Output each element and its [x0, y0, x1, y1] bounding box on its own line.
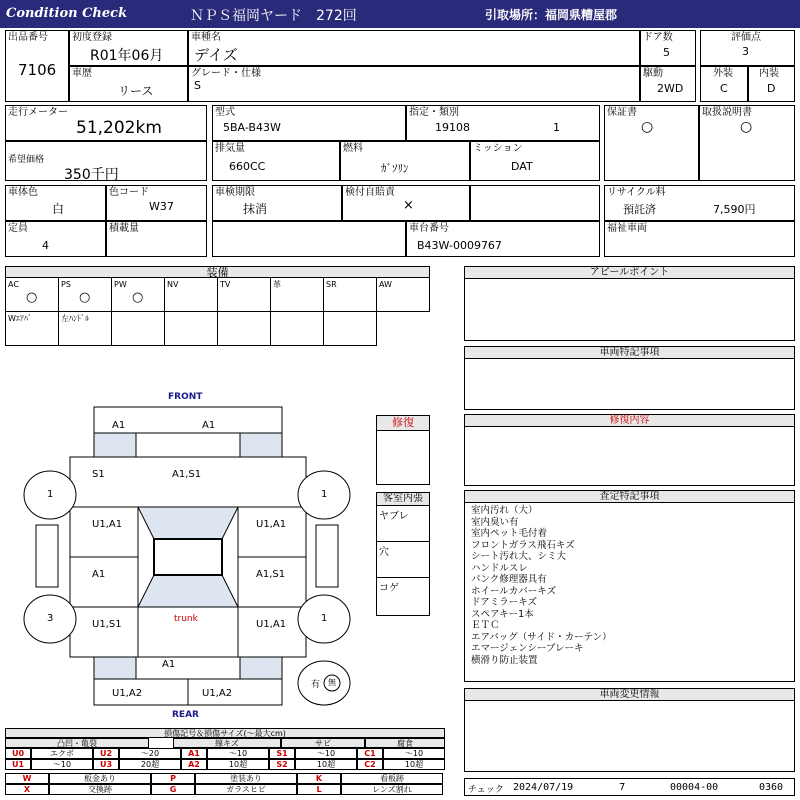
equipment-label: AC	[8, 280, 19, 289]
int-label: 内装	[759, 68, 779, 79]
assessment-item: ドアミラーキズ	[471, 597, 538, 608]
welfare-label: 福祉車両	[607, 223, 647, 234]
chassis-cell	[406, 221, 600, 257]
equipment-cell	[376, 277, 430, 312]
color-code-label: 色コード	[109, 187, 149, 198]
chassis-label: 車台番号	[409, 223, 449, 234]
color-code-value: W37	[149, 200, 174, 213]
score-value: 3	[742, 45, 749, 58]
interior-item-tear: ヤブレ	[377, 506, 429, 542]
mission-cell	[470, 141, 600, 181]
left-quarter-damage: U1,S1	[92, 619, 122, 630]
model-value: 5BA-B43W	[223, 121, 281, 134]
assessment-item: エアバッグ（サイド・カーテン）	[471, 631, 612, 643]
legend-code: G	[151, 784, 195, 795]
change-title: 車両変更情報	[465, 689, 794, 701]
price-label: 希望価格	[8, 155, 45, 165]
spare-tire-label: 有	[311, 680, 321, 690]
right-door-front-damage: U1,A1	[256, 519, 287, 530]
color-cell	[5, 185, 106, 221]
legend-code: L	[297, 784, 341, 795]
price-value: 350千円	[64, 167, 119, 183]
fuel-cell	[340, 141, 470, 181]
insurance-cell	[342, 185, 470, 221]
equipment-label: Wｴｱﾊﾞ	[8, 314, 32, 323]
equipment-label: SR	[326, 280, 337, 289]
capacity-value: 4	[42, 239, 49, 252]
lot-cell	[5, 30, 69, 102]
equipment-cell	[58, 311, 112, 346]
legend-desc: 10超	[383, 759, 445, 770]
inspection-value: 抹消	[243, 202, 268, 216]
check-num: 7	[619, 782, 626, 793]
warranty-cell	[604, 105, 699, 181]
grade-label: グレード・仕様	[191, 68, 261, 79]
int-value: D	[767, 82, 776, 95]
doors-value: 5	[663, 46, 670, 59]
check-label: チェック	[468, 785, 504, 795]
rear-center-damage: A1	[162, 659, 176, 670]
score-cell	[700, 30, 795, 66]
first-reg-cell	[69, 30, 188, 66]
equipment-label: PS	[61, 280, 71, 289]
legend-code: C1	[357, 748, 383, 759]
drive-label: 駆動	[643, 68, 663, 79]
legend-code: K	[297, 773, 341, 784]
rear-right-damage: U1,A2	[202, 688, 233, 699]
interior-box	[376, 492, 430, 616]
legend-desc: ～10	[31, 759, 93, 770]
model-label: 型式	[215, 107, 235, 118]
ext-cell	[700, 66, 748, 102]
assessment-item: シート汚れ大、シミ大	[471, 551, 567, 562]
legend-code: U3	[93, 759, 119, 770]
hood-center-damage: A1,S1	[172, 469, 202, 480]
assessment-item: エマージェンシーブレーキ	[471, 643, 584, 654]
history-label: 車歴	[72, 68, 92, 79]
lot-number: 7106	[18, 61, 57, 79]
assessment-item: 横滑り防止装置	[471, 654, 538, 666]
doors-cell	[640, 30, 696, 66]
load-cell	[106, 221, 207, 257]
car-name-cell	[188, 30, 640, 66]
legend-code: P	[151, 773, 195, 784]
fuel-label: 燃料	[343, 143, 363, 154]
assessment-item: 室内臭い有	[471, 516, 519, 528]
assessment-item: 室内ペット毛付着	[471, 528, 548, 539]
legend-desc: ガラスヒビ	[195, 784, 297, 795]
appeal-panel	[464, 266, 795, 341]
mileage-label: 走行メーター	[8, 107, 68, 118]
mission-value: DAT	[511, 160, 533, 173]
first-reg-value: R01年06月	[90, 48, 164, 64]
mission-label: ミッション	[473, 143, 523, 154]
repair-content-title: 修復内容	[465, 415, 794, 427]
equipment-cell	[217, 311, 271, 346]
fuel-value: ｶﾞｿﾘﾝ	[381, 162, 409, 175]
check-code: 00004-00	[670, 782, 719, 793]
lot-label: 出品番号	[8, 32, 48, 43]
repair-title: 修復	[377, 416, 429, 431]
legend-code: S1	[269, 748, 295, 759]
equipment-cell	[5, 311, 59, 346]
color-label: 車体色	[8, 187, 38, 198]
special-panel	[464, 346, 795, 410]
manual-label: 取扱説明書	[702, 107, 752, 118]
assessment-item: ホイールカバーキズ	[471, 585, 557, 597]
blank-r4-cell	[212, 221, 406, 257]
wheel-rl-damage: 3	[47, 613, 54, 624]
legend-title: 損傷記号＆損傷サイズ(～最大cm)	[5, 728, 445, 738]
category-value: 1	[553, 121, 560, 134]
displacement-cell	[212, 141, 340, 181]
header-pickup: 引取場所：福岡県糟屋郡	[485, 8, 618, 22]
right-door-rear-damage: A1,S1	[256, 569, 286, 580]
manual-cell	[699, 105, 795, 181]
capacity-cell	[5, 221, 106, 257]
color-code-cell	[106, 185, 207, 221]
wheel-fr-damage: 1	[321, 489, 328, 500]
blank-r3-cell	[470, 185, 600, 221]
assessment-title: 査定特記事項	[465, 491, 794, 503]
legend-code: S2	[269, 759, 295, 770]
load-label: 積載量	[109, 223, 139, 234]
interior-item-hole: 穴	[377, 542, 429, 578]
legend-desc: 板金あり	[49, 773, 151, 784]
legend-desc: 10超	[207, 759, 269, 770]
assessment-item: 室内汚れ（大）	[471, 505, 538, 516]
equipment-cell	[164, 277, 218, 312]
wheel-fl-damage: 1	[47, 489, 54, 500]
equipment-cell	[270, 277, 324, 312]
score-label: 評価点	[731, 32, 761, 43]
legend-desc: エクボ	[31, 748, 93, 759]
legend-desc: 看板跡	[341, 773, 443, 784]
hood-left-damage: S1	[92, 469, 105, 480]
footer-bar	[464, 778, 795, 796]
color-value: 白	[52, 202, 65, 216]
assessment-item: スペアキー1本	[471, 608, 534, 620]
assessment-panel	[464, 490, 795, 682]
special-title: 車両特記事項	[465, 347, 794, 359]
legend-code: U0	[5, 748, 31, 759]
price-cell	[5, 141, 207, 181]
assessment-item: ＥＴＣ	[471, 620, 500, 631]
legend-desc: ～10	[207, 748, 269, 759]
car-name-label: 車種名	[191, 32, 221, 43]
header-title: Condition Check	[6, 6, 128, 21]
history-cell	[69, 66, 188, 102]
ext-label: 外装	[713, 68, 733, 79]
trunk-label: trunk	[174, 614, 198, 624]
recycle-label: リサイクル料	[607, 187, 666, 198]
equipment-label: PW	[114, 280, 127, 289]
legend-group-header: 線キズ	[173, 738, 281, 748]
appeal-title: アピールポイント	[465, 267, 794, 279]
repair-content-panel	[464, 414, 795, 486]
front-right-damage: A1	[202, 420, 216, 431]
rear-label: REAR	[172, 710, 199, 720]
equipment-value: ○	[79, 290, 91, 305]
insurance-value: ×	[403, 198, 414, 213]
legend-desc: 10超	[295, 759, 357, 770]
equipment-label: 左ﾊﾝﾄﾞﾙ	[61, 314, 89, 323]
equipment-label: NV	[167, 280, 179, 289]
legend-desc: ～20	[119, 748, 181, 759]
equipment-label: 革	[273, 280, 281, 289]
equipment-cell	[270, 311, 324, 346]
equipment-row-1	[5, 277, 430, 311]
legend-code: C2	[357, 759, 383, 770]
displacement-value: 660CC	[229, 160, 266, 173]
equipment-label: TV	[220, 280, 231, 289]
interior-item-burn: コゲ	[379, 583, 399, 594]
equipment-cell	[323, 277, 377, 312]
left-door-front-damage: U1,A1	[92, 519, 123, 530]
equipment-label: AW	[379, 280, 392, 289]
check-code2: 0360	[759, 782, 784, 793]
warranty-value: ○	[641, 119, 654, 135]
welfare-cell	[604, 221, 795, 257]
legend-code: A1	[181, 748, 207, 759]
warranty-label: 保証書	[607, 107, 637, 118]
legend-code: X	[5, 784, 49, 795]
displacement-label: 排気量	[215, 143, 245, 154]
equipment-cell	[164, 311, 218, 346]
mileage-cell	[5, 105, 207, 141]
equipment-cell	[111, 277, 165, 312]
spare-tire-mark: 無	[328, 678, 336, 687]
doors-label: ドア数	[643, 32, 673, 43]
designation-label: 指定・類別	[409, 107, 459, 118]
assessment-item: フロントガラス飛石キズ	[471, 539, 575, 551]
chassis-value: B43W-0009767	[417, 239, 502, 252]
recycle-fee: 7,590円	[713, 203, 756, 216]
right-quarter-damage: U1,A1	[256, 619, 287, 630]
grade-cell	[188, 66, 640, 102]
equipment-cell	[5, 277, 59, 312]
legend-code: W	[5, 773, 49, 784]
equipment-value: ○	[132, 290, 144, 305]
equipment-cell	[323, 311, 377, 346]
legend-desc: 交換跡	[49, 784, 151, 795]
insurance-label: 検付自賠責	[345, 187, 395, 198]
change-panel	[464, 688, 795, 772]
legend-desc: ～10	[383, 748, 445, 759]
legend-desc: 塗装あり	[195, 773, 297, 784]
inspection-label: 車検期限	[215, 187, 255, 198]
legend-table	[5, 728, 445, 796]
header-bar	[0, 0, 800, 28]
header-center: ＮＰＳ福岡ヤード 272回	[190, 8, 357, 24]
ext-value: C	[720, 82, 728, 95]
manual-value: ○	[740, 119, 753, 135]
mileage-value: 51,202km	[76, 118, 162, 138]
legend-code: A2	[181, 759, 207, 770]
grade-value: S	[194, 79, 201, 92]
legend-group-header: サビ	[281, 738, 365, 748]
recycle-cell	[604, 185, 795, 221]
equipment-title: 装備	[5, 266, 430, 278]
legend-desc: 20超	[119, 759, 181, 770]
check-date: 2024/07/19	[513, 782, 574, 793]
model-cell	[212, 105, 406, 141]
legend-code: U2	[93, 748, 119, 759]
legend-desc: レンズ割れ	[341, 784, 443, 795]
legend-code: U1	[5, 759, 31, 770]
history-value: リース	[118, 84, 154, 98]
assessment-list	[465, 503, 794, 668]
recycle-status: 預託済	[623, 203, 656, 216]
int-cell	[748, 66, 795, 102]
legend-group-header: 腐食	[365, 738, 445, 748]
legend-group-header: 凸凹・亀裂	[5, 738, 149, 748]
inspection-cell	[212, 185, 342, 221]
capacity-label: 定員	[8, 223, 28, 234]
drive-cell	[640, 66, 696, 102]
front-left-damage: A1	[112, 420, 126, 431]
designation-cell	[406, 105, 600, 141]
rear-left-damage: U1,A2	[112, 688, 143, 699]
equipment-cell	[111, 311, 165, 346]
equipment-cell	[217, 277, 271, 312]
designation-value: 19108	[435, 121, 470, 134]
equipment-row-2	[5, 311, 377, 345]
car-name-value: デイズ	[194, 46, 238, 64]
repair-box	[376, 415, 430, 485]
equipment-value: ○	[26, 290, 38, 305]
drive-value: 2WD	[657, 82, 684, 95]
first-reg-label: 初度登録	[72, 32, 112, 43]
left-door-rear-damage: A1	[92, 569, 106, 580]
legend-desc: ～10	[295, 748, 357, 759]
front-label: FRONT	[168, 392, 203, 402]
equipment-cell	[58, 277, 112, 312]
wheel-rr-damage: 1	[321, 613, 328, 624]
assessment-item: パンク修理器具有	[471, 574, 547, 585]
assessment-item: ハンドルスレ	[471, 562, 528, 574]
interior-title: 客室内張	[377, 493, 429, 506]
